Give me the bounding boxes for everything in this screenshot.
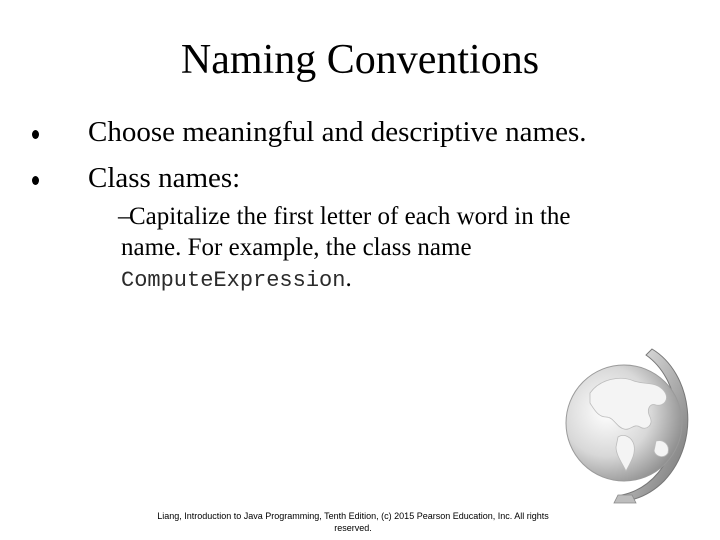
bullet-text: Class names: bbox=[88, 162, 241, 194]
sub-bullet-code-line bbox=[121, 263, 661, 296]
copyright-footer: Liang, Introduction to Java Programming, Tenth Edition, (c) 2015 Pearson Education, Inc. All rights reserved. bbox=[157, 511, 549, 533]
sub-bullet-dash: – bbox=[118, 203, 131, 230]
bullet-text: Choose meaningful and descriptive names. bbox=[88, 116, 587, 148]
bullet-dot-icon bbox=[32, 176, 39, 185]
bullet-dot-icon bbox=[32, 130, 39, 139]
globe-icon bbox=[560, 345, 700, 505]
sub-bullet-text bbox=[121, 201, 661, 296]
class-name-code: ComputeExpression bbox=[121, 268, 346, 293]
sub-bullet-line: Capitalize the first letter of each word in the bbox=[129, 203, 571, 230]
sub-bullet-line: name. For example, the class name bbox=[121, 234, 472, 261]
slide-title: Naming Conventions bbox=[180, 37, 540, 83]
code-suffix: . bbox=[345, 265, 352, 292]
